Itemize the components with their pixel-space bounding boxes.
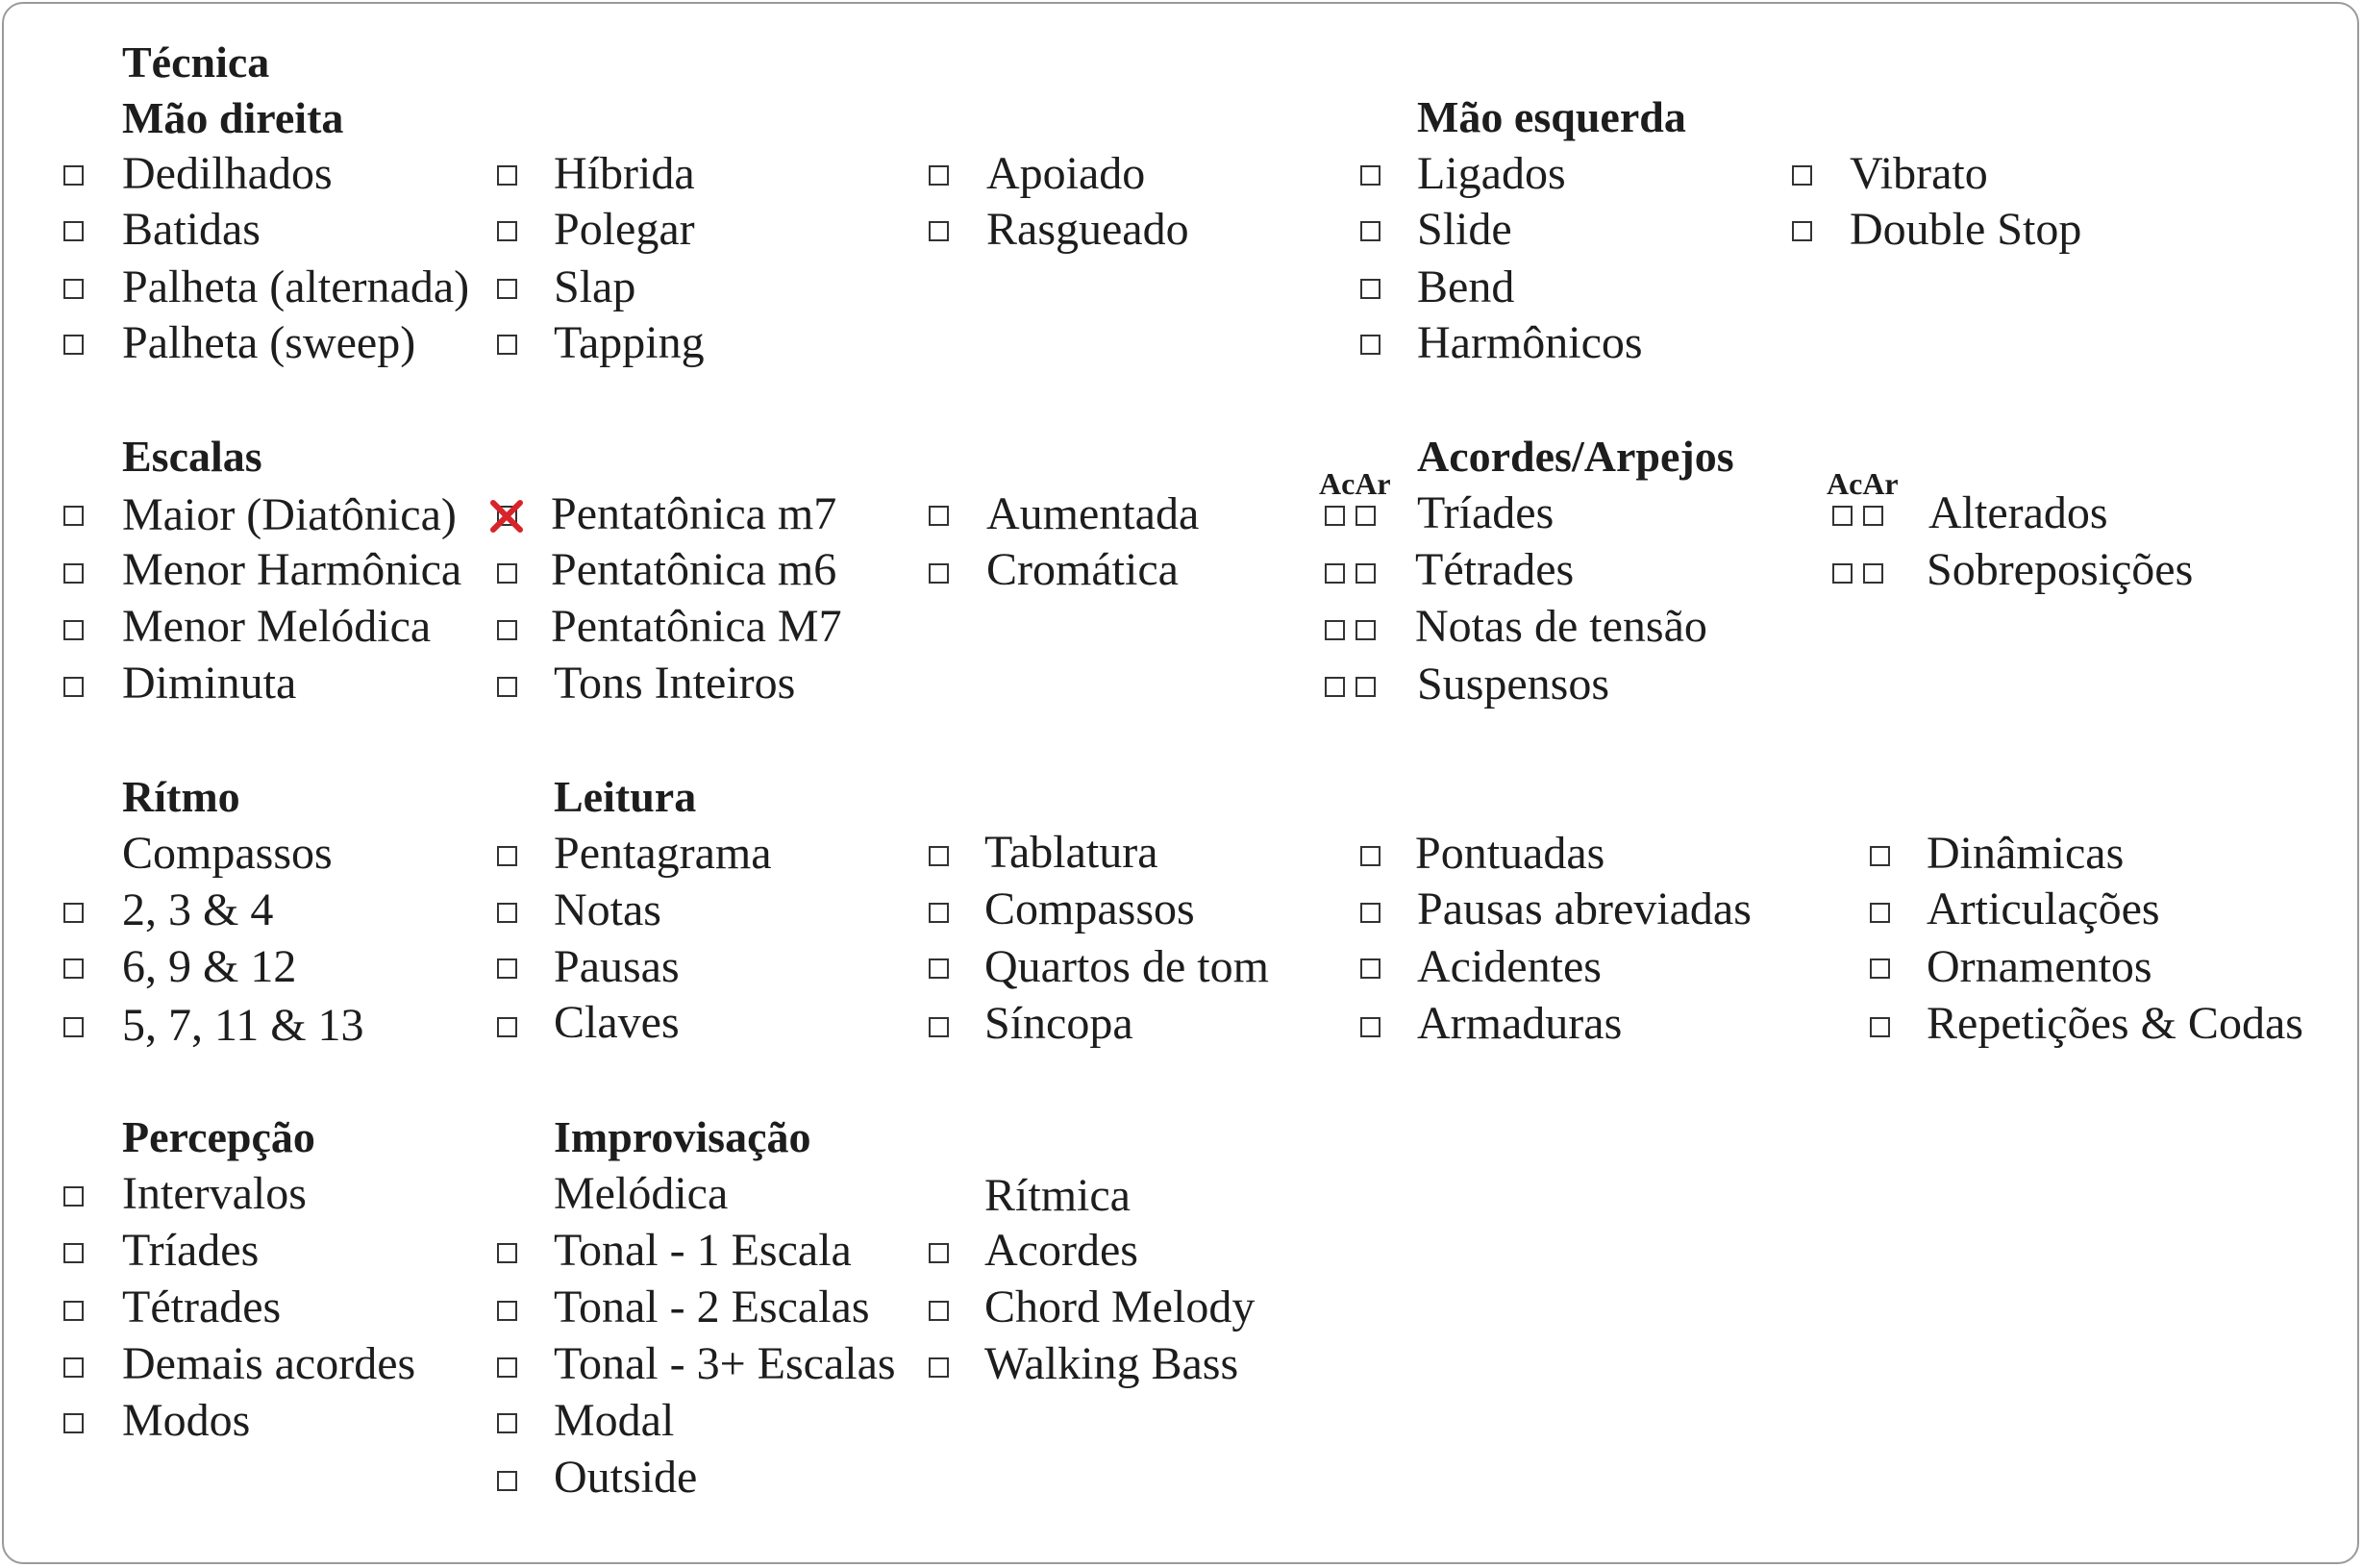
item-label: Acordes	[984, 1225, 1138, 1276]
subsection-title-ritmica: Rítmica	[984, 1170, 1131, 1221]
checkbox-sobreposicoes-ac[interactable]	[1832, 563, 1853, 584]
checkbox-tetrades-ar[interactable]	[1356, 563, 1376, 584]
check-x-icon	[487, 497, 526, 535]
item-label: Tons Inteiros	[554, 658, 796, 709]
checkbox-suspensos-ac[interactable]	[1325, 677, 1345, 697]
item-label: Alterados	[1928, 487, 2108, 538]
item-label: Bend	[1417, 261, 1515, 312]
item-label: Menor Harmônica	[122, 544, 462, 595]
section-title-escalas: Escalas	[122, 432, 262, 481]
item-label: Híbrida	[554, 148, 695, 199]
checkbox-modal[interactable]	[497, 1413, 517, 1433]
item-label: Tríades	[122, 1225, 260, 1276]
subsection-title-mao-esquerda: Mão esquerda	[1417, 92, 1686, 141]
checkbox-pentatonica-m6[interactable]	[497, 563, 517, 584]
item-label: Pausas abreviadas	[1417, 884, 1752, 934]
checkbox-alterados-ar[interactable]	[1863, 506, 1883, 526]
section-title-acordes-arpejos: Acordes/Arpejos	[1417, 432, 1734, 481]
item-label: Demais acordes	[122, 1338, 416, 1389]
checkbox-pausas[interactable]	[497, 958, 517, 979]
item-label: Acidentes	[1417, 941, 1602, 992]
subsection-title-mao-direita: Mão direita	[122, 93, 344, 142]
item-label: Pontuadas	[1415, 828, 1605, 879]
item-label: Chord Melody	[984, 1282, 1256, 1332]
item-label: Repetições & Codas	[1927, 998, 2303, 1049]
item-label: Pentatônica M7	[551, 601, 842, 652]
item-label: Diminuta	[122, 658, 297, 709]
item-label: Notas	[554, 884, 661, 935]
checkbox-percepcao-triades[interactable]	[63, 1243, 84, 1263]
subsection-title-compassos: Compassos	[122, 828, 333, 879]
checkbox-armaduras[interactable]	[1360, 1017, 1380, 1037]
item-label: Slide	[1417, 204, 1512, 255]
item-label: Compassos	[984, 884, 1195, 934]
checkbox-quartos-de-tom[interactable]	[929, 958, 949, 979]
checkbox-harmonicos[interactable]	[1360, 335, 1380, 355]
checkbox-tonal-2-escalas[interactable]	[497, 1301, 517, 1321]
checkbox-alterados-ac[interactable]	[1832, 506, 1853, 526]
item-label: Notas de tensão	[1415, 601, 1707, 652]
item-label: Ornamentos	[1927, 941, 2152, 992]
item-label: Tablatura	[984, 827, 1158, 878]
checkbox-palheta-alternada[interactable]	[63, 279, 84, 299]
item-label: Articulações	[1927, 884, 2160, 934]
item-label: Polegar	[554, 204, 695, 255]
item-label: Tétrades	[1415, 544, 1575, 595]
checkbox-compasso-6-9-12[interactable]	[63, 958, 84, 979]
section-title-tecnica: Técnica	[122, 37, 270, 87]
checkbox-walking-bass[interactable]	[929, 1357, 949, 1378]
checkbox-palheta-sweep[interactable]	[63, 335, 84, 355]
checkbox-batidas[interactable]	[63, 221, 84, 241]
checkbox-intervalos[interactable]	[63, 1186, 84, 1207]
checkbox-percepcao-tetrades[interactable]	[63, 1301, 84, 1321]
item-label: Rasgueado	[986, 204, 1189, 255]
checkbox-rasgueado[interactable]	[929, 221, 949, 241]
section-title-improvisacao: Improvisação	[554, 1112, 811, 1161]
checkbox-dinamicas[interactable]	[1870, 846, 1890, 866]
item-label: Sobreposições	[1927, 544, 2194, 595]
item-label: Ligados	[1417, 148, 1566, 199]
checkbox-polegar[interactable]	[497, 221, 517, 241]
checkbox-notas-tensao-ac[interactable]	[1325, 620, 1345, 640]
checkbox-repeticoes-codas[interactable]	[1870, 1017, 1890, 1037]
item-label: Maior (Diatônica)	[122, 489, 457, 540]
checkbox-sobreposicoes-ar[interactable]	[1863, 563, 1883, 584]
checkbox-vibrato[interactable]	[1792, 165, 1812, 186]
checkbox-maior-diatonica[interactable]	[63, 506, 84, 526]
checkbox-tetrades-ac[interactable]	[1325, 563, 1345, 584]
item-label: Dinâmicas	[1927, 828, 2125, 879]
item-label: Cromática	[986, 544, 1179, 595]
checkbox-slap[interactable]	[497, 279, 517, 299]
item-label: Modal	[554, 1395, 675, 1446]
item-label: Tétrades	[122, 1282, 282, 1332]
item-label: Síncopa	[984, 998, 1133, 1049]
item-label: Claves	[554, 997, 680, 1048]
checkbox-demais-acordes[interactable]	[63, 1357, 84, 1378]
item-label: Double Stop	[1850, 204, 2082, 255]
item-label: Intervalos	[122, 1168, 307, 1219]
item-label: Harmônicos	[1417, 317, 1643, 368]
checkbox-sincopa[interactable]	[929, 1017, 949, 1037]
checkbox-apoiado[interactable]	[929, 165, 949, 186]
item-label: Palheta (sweep)	[122, 317, 416, 368]
checkbox-tonal-1-escala[interactable]	[497, 1243, 517, 1263]
checkbox-aumentada[interactable]	[929, 506, 949, 526]
item-label: Tapping	[554, 317, 705, 368]
item-label: Aumentada	[986, 488, 1200, 539]
checkbox-tablatura[interactable]	[929, 846, 949, 866]
checkbox-tonal-3-escalas[interactable]	[497, 1357, 517, 1378]
checkbox-claves[interactable]	[497, 1017, 517, 1037]
section-title-percepcao: Percepção	[122, 1112, 315, 1161]
checkbox-acordes[interactable]	[929, 1243, 949, 1263]
item-label: Dedilhados	[122, 148, 333, 199]
item-label: Apoiado	[986, 148, 1146, 199]
checkbox-compasso-2-3-4[interactable]	[63, 903, 84, 923]
item-label: Batidas	[122, 204, 261, 255]
checkbox-pentagrama[interactable]	[497, 846, 517, 866]
checkbox-pentatonica-M7[interactable]	[497, 620, 517, 640]
item-label: 5, 7, 11 & 13	[122, 1000, 364, 1051]
checkbox-compassos[interactable]	[929, 903, 949, 923]
checkbox-pontuadas[interactable]	[1360, 846, 1380, 866]
checkbox-cromatica[interactable]	[929, 563, 949, 584]
checkbox-tapping[interactable]	[497, 335, 517, 355]
ac-ar-label: AcAr	[1827, 466, 1899, 501]
item-label: 6, 9 & 12	[122, 941, 297, 992]
item-label: Quartos de tom	[984, 941, 1269, 992]
item-label: Outside	[554, 1452, 698, 1503]
item-label: Suspensos	[1417, 659, 1610, 709]
item-label: Modos	[122, 1395, 251, 1446]
item-label: Tonal - 2 Escalas	[554, 1282, 870, 1332]
item-label: 2, 3 & 4	[122, 884, 274, 935]
checkbox-double-stop[interactable]	[1792, 221, 1812, 241]
checkbox-menor-melodica[interactable]	[63, 620, 84, 640]
subsection-title-melodica: Melódica	[554, 1168, 729, 1219]
section-title-ritmo: Rítmo	[122, 772, 240, 821]
checkbox-pausas-abreviadas[interactable]	[1360, 903, 1380, 923]
item-label: Palheta (alternada)	[122, 261, 470, 312]
item-label: Vibrato	[1850, 148, 1988, 199]
checkbox-diminuta[interactable]	[63, 677, 84, 697]
section-title-leitura: Leitura	[554, 772, 697, 821]
checkbox-tons-inteiros[interactable]	[497, 677, 517, 697]
checkbox-menor-harmonica[interactable]	[63, 563, 84, 584]
checkbox-chord-melody[interactable]	[929, 1301, 949, 1321]
checkbox-acidentes[interactable]	[1360, 958, 1380, 979]
item-label: Walking Bass	[984, 1338, 1239, 1389]
item-label: Pausas	[554, 941, 680, 992]
item-label: Tonal - 3+ Escalas	[554, 1338, 896, 1389]
checkbox-ornamentos[interactable]	[1870, 958, 1890, 979]
checkbox-triades-ac[interactable]	[1325, 506, 1345, 526]
checkbox-ligados[interactable]	[1360, 165, 1380, 186]
item-label: Tríades	[1417, 487, 1555, 538]
checkbox-bend[interactable]	[1360, 279, 1380, 299]
checkbox-compasso-5-7-11-13[interactable]	[63, 1017, 84, 1037]
item-label: Pentagrama	[554, 828, 772, 879]
checkbox-hibrida[interactable]	[497, 165, 517, 186]
checkbox-modos[interactable]	[63, 1413, 84, 1433]
checkbox-notas[interactable]	[497, 903, 517, 923]
checkbox-notas-tensao-ar[interactable]	[1356, 620, 1376, 640]
item-label: Pentatônica m6	[551, 544, 837, 595]
checkbox-suspensos-ar[interactable]	[1356, 677, 1376, 697]
ac-ar-label: AcAr	[1319, 466, 1391, 501]
item-label: Pentatônica m7	[551, 488, 837, 539]
item-label: Menor Melódica	[122, 601, 432, 652]
item-label: Tonal - 1 Escala	[554, 1225, 852, 1276]
checkbox-articulacoes[interactable]	[1870, 903, 1890, 923]
checkbox-dedilhados[interactable]	[63, 165, 84, 186]
item-label: Armaduras	[1417, 998, 1623, 1049]
checkbox-slide[interactable]	[1360, 221, 1380, 241]
checkbox-outside[interactable]	[497, 1471, 517, 1491]
checkbox-triades-ar[interactable]	[1356, 506, 1376, 526]
item-label: Slap	[554, 261, 636, 312]
